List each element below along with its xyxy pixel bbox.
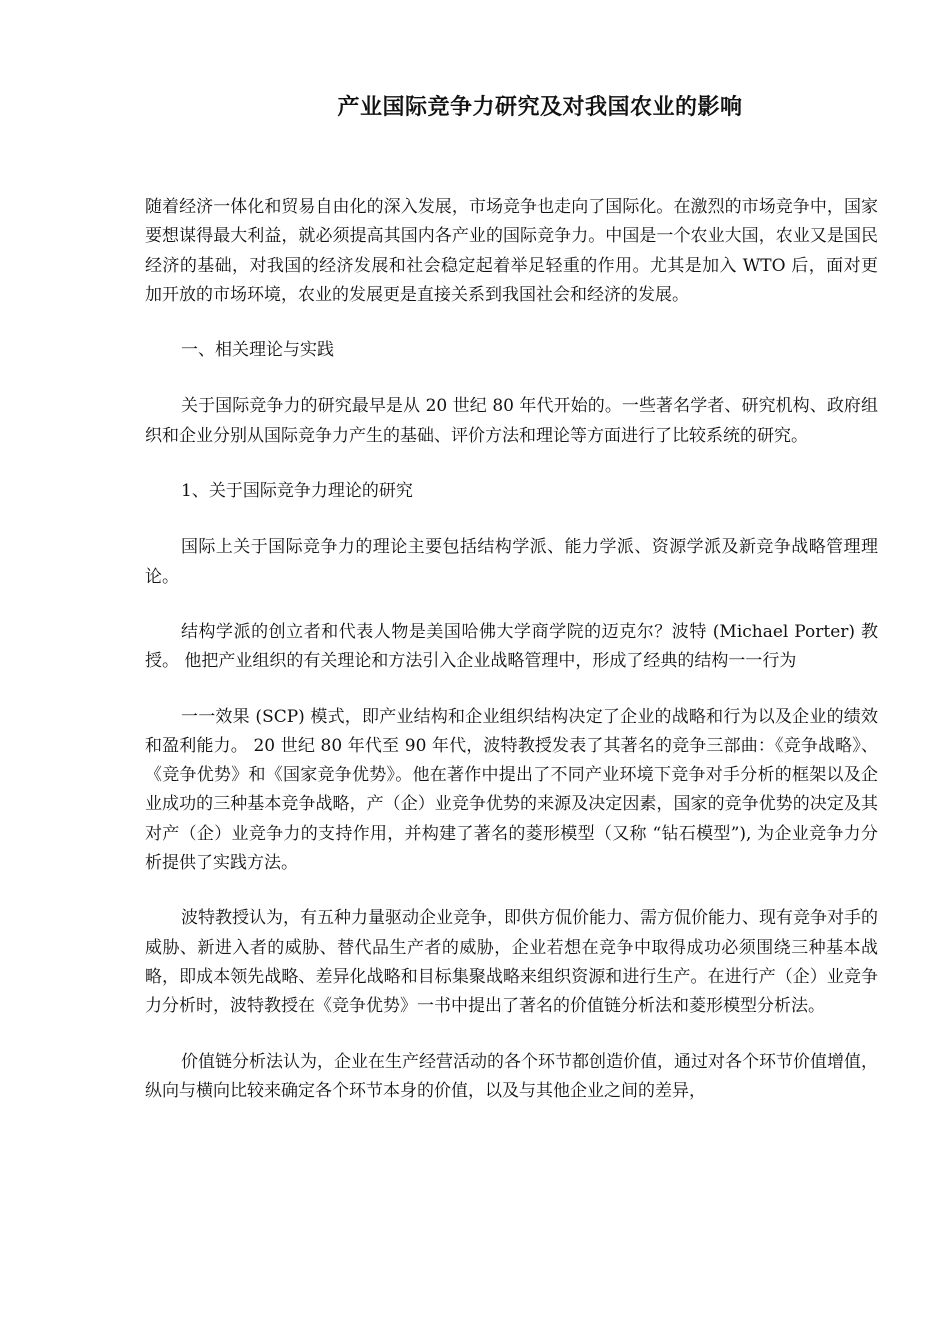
body-paragraph: 价值链分析法认为，企业在生产经营活动的各个环节都创造价值，通过对各个环节价值增值，纵向与横向比较来确定各个环节本身的价值，以及与其他企业之间的差异， xyxy=(145,1051,878,1101)
document-title: 产业国际竞争力研究及对我国农业的影响 xyxy=(337,94,743,120)
body-paragraph: 关于国际竞争力的研究最早是从 20 世纪 80 年代开始的。一些著名学者、研究机构、政府组织和企业分别从国际竞争力产生的基础、评价方法和理论等方面进行了比较系统的研究。 xyxy=(145,396,878,446)
subsection-heading-1: 1、关于国际竞争力理论的研究 xyxy=(181,481,413,502)
body-paragraph: 结构学派的创立者和代表人物是美国哈佛大学商学院的迈克尔？波特 (Michael Porter) 教授。 他把产业组织的有关理论和方法引入企业战略管理中，形成了经典的结构一一行为 xyxy=(145,621,878,672)
document-body xyxy=(145,193,878,1132)
body-paragraph: 一一效果 (SCP) 模式，即产业结构和企业组织结构决定了企业的战略和行为以及企业的绩效和盈利能力。 20 世纪 80 年代至 90 年代，波特教授发表了其著名的竞争三部曲：《竞争战略》、《竞争优势》和《国家竞争优势》。他在著作中提出了不同产业环境下竞争对手分析的框架以及企业成功的三种基本竞争战略，产（企）业竞争优势的来源及决定因素，国家的竞争优势的决定及其对产（企）业竞争力的支持作用，并构建了著名的菱形模型（又称 “钻石模型”), 为企业竞争力分析提供了实践方法。 xyxy=(145,706,878,874)
intro-paragraph: 随着经济一体化和贸易自由化的深入发展，市场竞争也走向了国际化。在激烈的市场竞争中，国家要想谋得最大利益，就必须提高其国内各产业的国际竞争力。中国是一个农业大国，农业又是国民经济的基础，对我国的经济发展和社会稳定起着举足轻重的作用。尤其是加入 WTO 后，面对更加开放的市场环境，农业的发展更是直接关系到我国社会和经济的发展。 xyxy=(145,197,878,305)
section-heading-1: 一、相关理论与实践 xyxy=(181,340,334,361)
body-paragraph: 波特教授认为，有五种力量驱动企业竞争，即供方侃价能力、需方侃价能力、现有竞争对手的威胁、新进入者的威胁、替代品生产者的威胁，企业若想在竞争中取得成功必须围绕三种基本战略，即成本领先战略、差异化战略和目标集聚战略来组织资源和进行生产。在进行产（企）业竞争力分析时，波特教授在《竞争优势》一书中提出了著名的价值链分析法和菱形模型分析法。 xyxy=(145,908,878,1017)
body-paragraph: 国际上关于国际竞争力的理论主要包括结构学派、能力学派、资源学派及新竞争战略管理理论。 xyxy=(145,537,878,587)
